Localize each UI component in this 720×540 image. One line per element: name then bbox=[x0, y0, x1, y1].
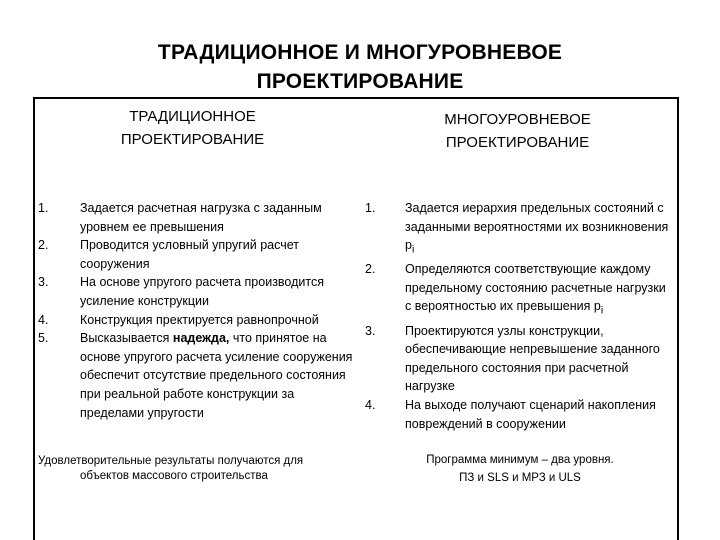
item-text-subscript: i bbox=[411, 244, 415, 256]
list-item bbox=[365, 322, 670, 396]
traditional-heading-line1: ТРАДИЦИОННОЕ bbox=[129, 108, 256, 125]
traditional-column-heading bbox=[60, 105, 325, 151]
item-text: Конструкция пректируется равнопрочной bbox=[80, 312, 319, 327]
list-item bbox=[365, 199, 670, 260]
item-text bbox=[405, 199, 670, 260]
item-text bbox=[80, 329, 358, 422]
item-number: 3. bbox=[38, 275, 49, 290]
item-text-after: что принятое на основе упругого расчета усиление сооружения обеспечит отсутствие предельного состояния при реальной работе конструкции за пределами упругости bbox=[80, 331, 353, 420]
traditional-conclusion-line2: объектов массового строительства bbox=[80, 470, 268, 482]
table-right-border bbox=[677, 97, 679, 540]
list-item bbox=[38, 329, 358, 422]
traditional-conclusion-line1: Удовлетворительные результаты получаются для bbox=[38, 455, 304, 467]
multilevel-heading-line1: МНОГОУРОВНЕВОЕ bbox=[444, 111, 591, 128]
item-number: 2. bbox=[38, 238, 49, 253]
item-number: 4. bbox=[38, 312, 49, 327]
item-number: 3. bbox=[365, 323, 376, 338]
slide-title-line1: ТРАДИЦИОННОЕ И МНОГУРОВНЕВОЕ bbox=[157, 41, 563, 64]
list-item bbox=[365, 260, 670, 321]
list-item bbox=[365, 396, 670, 433]
list-item bbox=[38, 236, 358, 273]
item-text-before: Высказывается bbox=[80, 331, 173, 346]
item-number: 5. bbox=[38, 331, 49, 346]
item-text-main: Задается иерархия предельных состояний с заданными вероятностями их возникновения p bbox=[405, 201, 669, 253]
item-number: 4. bbox=[365, 397, 376, 412]
multilevel-conclusion-line2: ПЗ и SLS и МРЗ и ULS bbox=[459, 472, 581, 484]
list-item bbox=[38, 311, 358, 330]
item-text: Задается расчетная нагрузка с заданным уровнем ее превышения bbox=[80, 201, 322, 234]
traditional-steps-list bbox=[38, 199, 358, 422]
multilevel-steps-list bbox=[365, 199, 670, 433]
multilevel-heading-line2: ПРОЕКТИРОВАНИЕ bbox=[445, 134, 590, 151]
item-text bbox=[405, 260, 670, 321]
item-text-main: Определяются соответствующие каждому предельному состоянию расчетные нагрузки с вероятностью их превышения p bbox=[405, 262, 666, 314]
table-left-border bbox=[33, 97, 35, 540]
list-item bbox=[38, 199, 358, 236]
list-item bbox=[38, 273, 358, 310]
multilevel-conclusion bbox=[385, 451, 655, 487]
slide-title bbox=[0, 38, 720, 96]
item-text-bold: надежда, bbox=[172, 331, 230, 346]
table-top-border bbox=[33, 97, 678, 99]
traditional-heading-line2: ПРОЕКТИРОВАНИЕ bbox=[120, 131, 265, 148]
item-text: Проектируются узлы конструкции, обеспечивающие непревышение заданного предельного состояния при расчетной нагрузке bbox=[405, 323, 660, 394]
slide-title-line2: ПРОЕКТИРОВАНИЕ bbox=[256, 70, 464, 93]
item-number: 1. bbox=[365, 201, 376, 215]
item-number: 1. bbox=[38, 201, 49, 215]
item-text-subscript: i bbox=[600, 305, 604, 317]
multilevel-conclusion-line1: Программа минимум – два уровня. bbox=[426, 454, 614, 466]
item-text: На выходе получают сценарий накопления повреждений в сооружении bbox=[405, 397, 656, 431]
item-text: Проводится условный упругий расчет сооружения bbox=[80, 238, 300, 271]
traditional-conclusion bbox=[38, 454, 338, 484]
item-text: На основе упругого расчета производится усиление конструкции bbox=[80, 275, 324, 308]
item-number: 2. bbox=[365, 262, 376, 277]
multilevel-column-heading bbox=[370, 108, 665, 154]
